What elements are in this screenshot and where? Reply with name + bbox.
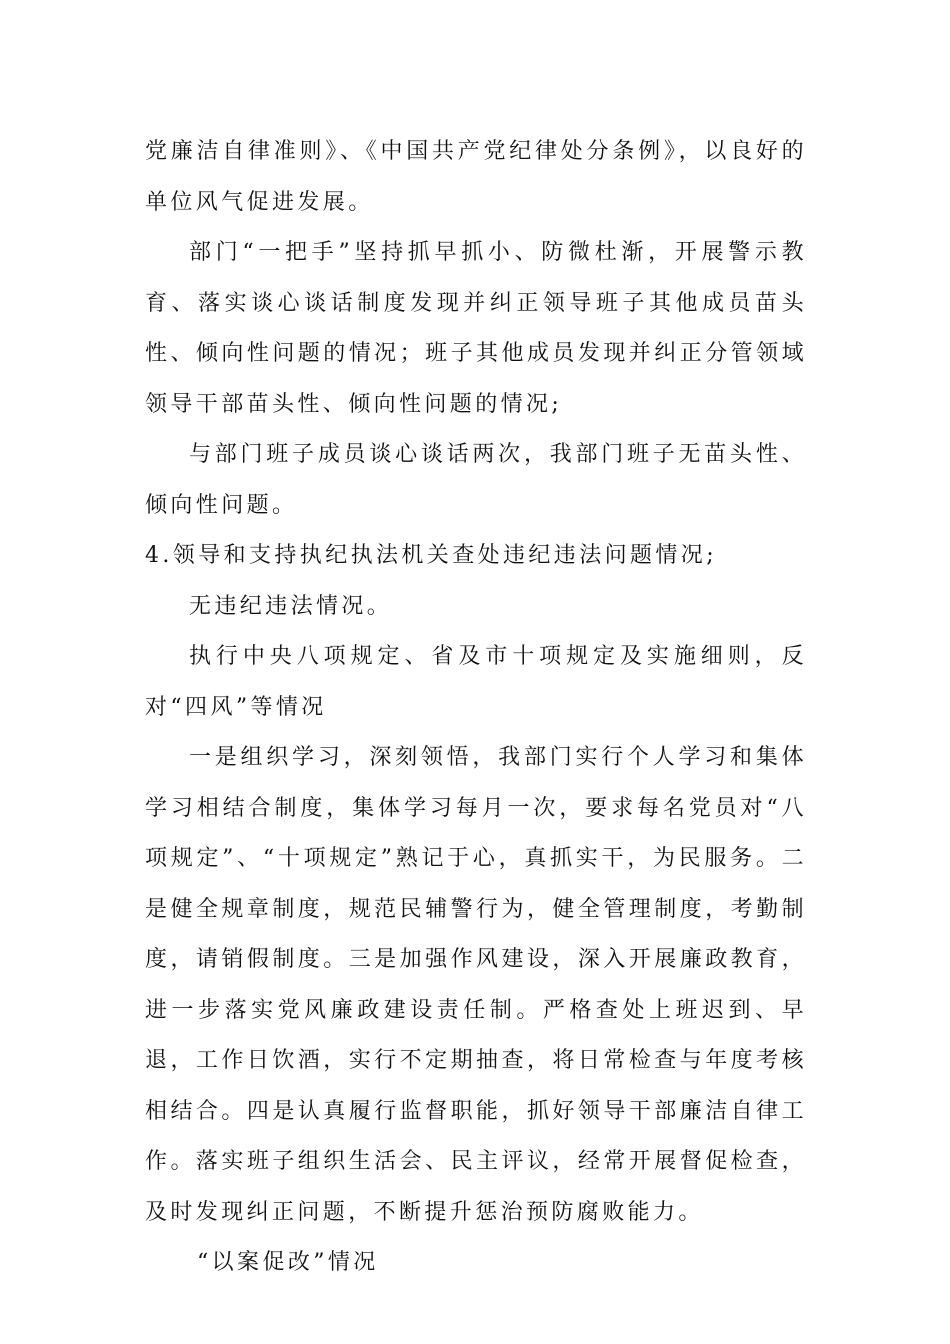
- paragraph-continuation: 党廉洁自律准则》、《中国共产党纪律处分条例》，以良好的单位风气促进发展。: [145, 139, 807, 215]
- heading-item-4: 4.领导和支持执纪执法机关查处违纪违法问题情况;: [145, 543, 718, 568]
- paragraph-no-violation: 无违纪违法情况。: [189, 593, 393, 619]
- document-body: [145, 127, 807, 1289]
- paragraph-leader-duty: 部门“一把手”坚持抓早抓小、防微杜渐，开展警示教育、落实谈心谈话制度发现并纠正领导班子其他成员苗头性、倾向性问题的情况；班子其他成员发现并纠正分管领域领导干部苗头性、倾向性问题的情况;: [145, 240, 807, 417]
- heading-eight-rules: 执行中央八项规定、省及市十项规定及实施细则，反对“四风”等情况: [145, 644, 807, 720]
- heading-case-reform: “以案促改”情况: [197, 1250, 379, 1275]
- paragraph-talk-result: 与部门班子成员谈心谈话两次，我部门班子无苗头性、倾向性问题。: [145, 442, 807, 518]
- paragraph-measures: 一是组织学习，深刻领悟，我部门实行个人学习和集体学习相结合制度，集体学习每月一次，要求每名党员对“八项规定”、“十项规定”熟记于心，真抓实干，为民服务。二是健全规章制度，规范民辅警行为，健全管理制度，考勤制度，请销假制度。三是加强作风建设，深入开展廉政教育，进一步落实党风廉政建设责任制。严格查处上班迟到、早退，工作日饮酒，实行不定期抽查，将日常检查与年度考核相结合。四是认真履行监督职能，抓好领导干部廉洁自律工作。落实班子组织生活会、民主评议，经常开展督促检查，及时发现纠正问题，不断提升惩治预防腐败能力。: [145, 745, 807, 1225]
